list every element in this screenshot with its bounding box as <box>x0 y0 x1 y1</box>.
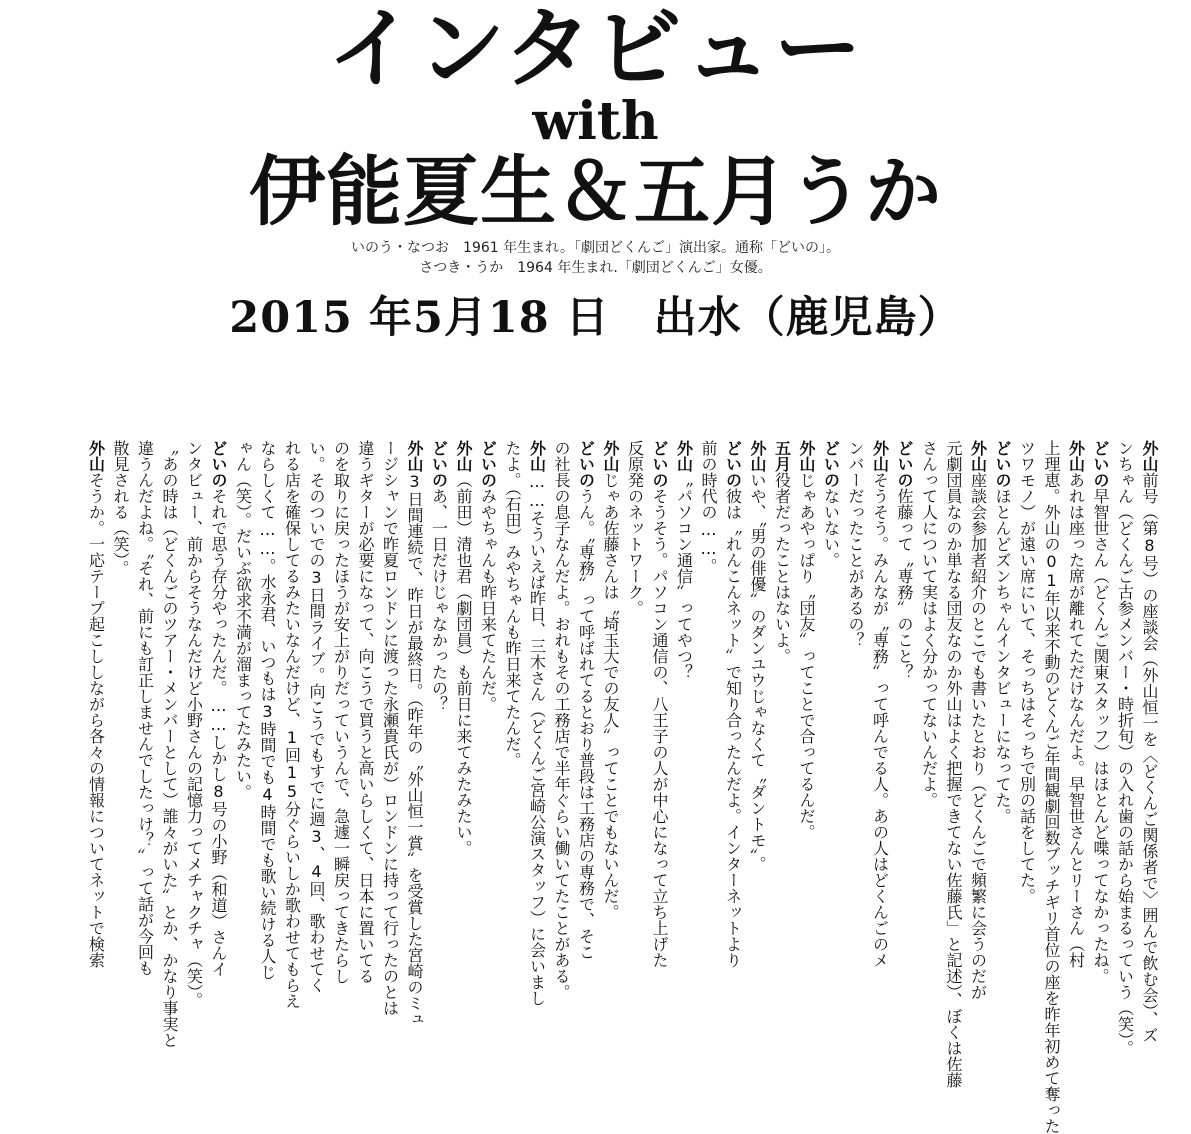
speaker-label: 外山 <box>601 440 620 472</box>
speaker-label: 外山 <box>1066 440 1086 472</box>
text-column <box>673 440 695 940</box>
speaker-label: どいの <box>895 440 914 488</box>
utterance-text: 違うんだよね。〝それ、前にも訂正しませんでしたっけ？〟って話が今回も <box>135 440 155 976</box>
utterance-text: ほとんどズンちゃんインタビューになってた。 <box>993 488 1012 824</box>
utterance-text: ……そういえば昨日、三木さん（どくんご宮崎公演スタッフ）に会いまし <box>527 472 547 1006</box>
text-column <box>648 440 670 968</box>
utterance-text: ゃん（笑）。だいぶ欲求不満が溜まってたみたい。 <box>233 440 253 800</box>
speaker-label: 外山 <box>968 440 988 472</box>
text-column <box>281 440 303 1009</box>
text-column <box>697 440 719 940</box>
utterance-text: 前号（第8号）の座談会（外山恒一を〈どくんご関係者で〉囲んで飲む会）、ズ <box>1140 472 1159 1043</box>
speaker-label: どいの <box>821 440 841 488</box>
utterance-text: ないない。 <box>821 488 841 568</box>
text-column <box>1016 440 1038 940</box>
interviewee-names: 伊能夏生＆五月うか <box>249 147 942 236</box>
utterance-text: （前田）清也君（劇団員）も前日に来てみたみたい。 <box>454 472 473 856</box>
speaker-label: どいの <box>209 440 228 488</box>
speaker-label: 外山 <box>870 440 890 472</box>
interview-title: インタビュー <box>327 0 864 100</box>
utterance-text: みやちゃんも昨日来てたんだ。 <box>478 488 498 712</box>
text-column <box>771 440 793 940</box>
text-column <box>599 440 621 940</box>
utterance-text: 〝あの時は（どくんごのツアー・メンバーとして）誰々がいた〟とか、かなり事実と <box>160 440 179 1048</box>
utterance-text: そうそう。みんなが〝専務〟って呼んでる人。あの人はどくんごのメ <box>870 472 890 968</box>
text-column <box>942 440 964 1088</box>
text-column <box>452 440 474 940</box>
text-column <box>158 440 180 1048</box>
utterance-text: 前の時代の……。 <box>699 440 718 574</box>
utterance-text: 元劇団員なのか単なる団友なのか外山はよく把握できてない佐藤氏」と記述）、ぼくは佐藤 <box>944 440 963 1088</box>
utterance-text: うん。〝専務〟って呼ばれてるとおり普段は工務店の専務で、そこ <box>576 488 596 960</box>
speaker-label: どいの <box>650 440 669 488</box>
speaker-label: 外山 <box>405 440 424 472</box>
speaker-label: 外山 <box>1140 440 1159 472</box>
speaker-label: 外山 <box>527 440 547 472</box>
utterance-text: れる店を確保してるみたいなんだけど、1回15分ぐらいしか歌わせてもらえ <box>282 440 302 1009</box>
utterance-text: 佐藤って〝専務〟のこと？ <box>895 488 914 680</box>
text-column <box>183 440 205 1008</box>
text-column <box>820 440 842 940</box>
speaker-label: 五月 <box>772 440 792 472</box>
utterance-text: ならしくて……。水永君、いつもは3時間でも4時間でも歌い続ける人じ <box>258 440 277 980</box>
utterance-text: ツワモノ）が遠い席にいて、そっちはそっちで別の話をしてた。 <box>1017 440 1037 904</box>
text-column <box>501 440 523 940</box>
utterance-text: のを取りに戻ったほうが安上がりだっていうんで、急遽一瞬戻ってきたらし <box>331 440 351 984</box>
utterance-text: 早智世さん（どくんご関東スタッフ）はほとんど喋ってなかったね。 <box>1091 488 1110 984</box>
text-column <box>575 440 597 960</box>
utterance-text: 違うギターが必要になって、向こうで買うと高いらしくて、日本に置いてる <box>356 440 375 984</box>
text-column <box>1089 440 1111 984</box>
text-column <box>403 440 425 1027</box>
speaker-label: 外山 <box>674 440 694 472</box>
text-column <box>746 440 768 940</box>
text-column <box>379 440 401 1016</box>
utterance-text: 反原発のネットワーク。 <box>625 440 645 616</box>
date-location: 2015 年5月18 日 出水（鹿児島） <box>229 293 962 343</box>
speaker-label: 外山 <box>454 440 473 472</box>
text-column <box>844 440 866 940</box>
utterance-text: さんって人について実はよく分かってないんだよ。 <box>919 440 939 808</box>
speaker-label: 外山 <box>748 440 767 472</box>
utterance-text: あ、一日だけじゃなかったの？ <box>429 488 449 712</box>
speaker-label: どいの <box>576 440 596 488</box>
utterance-text: じゃあやっぱり〝団友〟ってことで合ってるんだ。 <box>797 472 816 840</box>
text-column <box>477 440 499 940</box>
utterance-text: たよ。（石田）みやちゃんも昨日来てたんだ。 <box>503 440 522 768</box>
text-column <box>918 440 940 940</box>
utterance-text: ンバーだったことがあるの？ <box>846 440 865 648</box>
utterance-text: 散見される（笑）。 <box>111 440 130 576</box>
text-column <box>526 440 548 1006</box>
text-column <box>795 440 817 940</box>
text-column <box>330 440 352 984</box>
utterance-text: 上理恵。外山の01年以来不動のどくんご年間観劇回数ブッチギリ首位の座を昨年初めて奪った <box>1042 440 1061 1134</box>
utterance-text: そうそう。パソコン通信の、八王子の人が中心になって立ち上げた <box>650 488 669 968</box>
text-column <box>991 440 1013 940</box>
utterance-text: それで思う存分やったんだ。……しかし8号の小野（和道）さんイ <box>209 488 228 977</box>
text-column <box>232 440 254 940</box>
text-column <box>207 440 229 977</box>
text-column <box>256 440 278 980</box>
title-with: with <box>532 91 659 152</box>
text-column <box>967 440 989 1000</box>
utterance-text: ージシャンで昨夏ロンドンに渡った永瀬貴氏が）ロンドンに持って行ったのとは <box>380 440 400 1016</box>
text-column <box>722 440 744 968</box>
utterance-text: 〝パソコン通信〟ってやつ？ <box>674 472 694 680</box>
utterance-text: 彼は〝れんこんネット〟で知り合ったんだよ。インターネットより <box>723 488 743 968</box>
utterance-text: の社長の息子なんだよ。おれもその工務店で半年ぐらい働いてたことがある。 <box>552 440 571 1000</box>
text-column <box>109 440 131 940</box>
text-column <box>85 440 107 968</box>
utterance-text: 役者だったことはないよ。 <box>772 472 792 664</box>
speaker-label: 外山 <box>797 440 816 472</box>
text-column <box>1065 440 1087 968</box>
utterance-text: そうか。一応テープ起こししながら各々の情報についてネットで検索 <box>86 472 106 968</box>
profile-inou: いのう・なつお 1961 年生まれ。「劇団どくんご」演出家。通称「どいの」。 <box>351 240 840 256</box>
text-column <box>134 440 156 976</box>
speaker-label: どいの <box>478 440 498 488</box>
utterance-text: あれは座った席が離れてただけなんだよ。早智世さんとリーさん（村 <box>1066 472 1086 968</box>
utterance-text: い。そのついでの3日間ライブ。向こうでもすでに週3、4回、歌わせてく <box>307 440 326 993</box>
speaker-label: どいの <box>1091 440 1110 488</box>
text-column <box>354 440 376 984</box>
utterance-text: ンちゃん（どくんご古参メンバー・時折旬）の入れ歯の話から始まるっていう（笑）。 <box>1115 440 1135 1056</box>
utterance-text: 座談会参加者紹介のとこでも書いたとおり（どくんごで頻繁に会うのだが <box>968 472 988 1000</box>
text-column <box>869 440 891 968</box>
speaker-label: どいの <box>993 440 1012 488</box>
text-column <box>305 440 327 993</box>
text-column <box>624 440 646 940</box>
utterance-text: いや、〝男の俳優〟のダンユウじゃなくて〝ダントモ〟。 <box>748 472 767 872</box>
utterance-text: じゃあ佐藤さんは〝埼玉大での友人〟ってことでもないんだ。 <box>601 472 620 920</box>
text-column <box>1138 440 1160 1043</box>
profile-satsuki: さつき・うか 1964 年生まれ.「劇団どくんご」女優。 <box>419 260 772 276</box>
speaker-label: どいの <box>429 440 449 488</box>
text-column <box>428 440 450 940</box>
utterance-text: ンタビュー、前からそうなんだけど小野さんの記憶力ってメチャクチャ（笑）。 <box>184 440 204 1008</box>
text-column <box>550 440 572 1000</box>
text-column <box>1114 440 1136 1056</box>
text-column <box>893 440 915 940</box>
utterance-text: 3日間連続で、昨日が最終日。（昨年の〝外山恒一賞〟を受賞した宮崎のミュ <box>405 472 424 1027</box>
speaker-label: どいの <box>723 440 743 488</box>
text-column <box>1040 440 1062 1134</box>
speaker-label: 外山 <box>86 440 106 472</box>
interview-body <box>86 440 1160 1134</box>
